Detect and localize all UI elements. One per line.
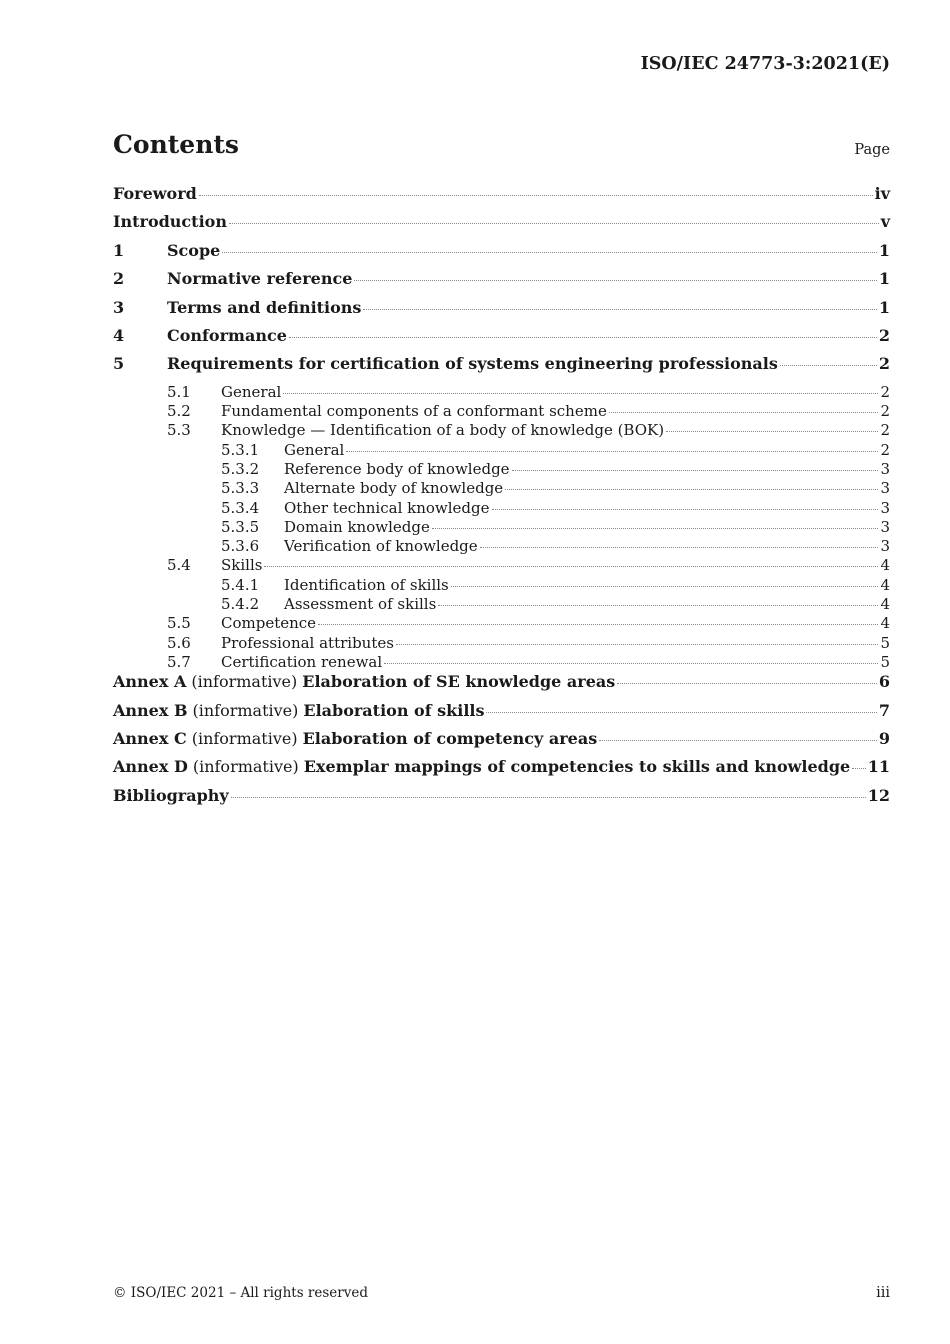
toc-entry-number: 5.2 bbox=[167, 402, 191, 421]
toc-entry[interactable] bbox=[113, 672, 890, 700]
toc-entry-page: 5 bbox=[880, 652, 890, 671]
toc-entry[interactable] bbox=[113, 184, 890, 212]
toc-entry[interactable] bbox=[113, 460, 890, 479]
toc-entry-page: 5 bbox=[880, 633, 890, 652]
toc-entry-title: Elaboration of skills bbox=[303, 700, 485, 720]
toc-entry[interactable] bbox=[113, 241, 890, 269]
dot-leader bbox=[780, 365, 877, 366]
toc-entry-page: 11 bbox=[867, 757, 890, 777]
page-number: iii bbox=[876, 1285, 890, 1301]
toc-entry[interactable] bbox=[113, 614, 890, 633]
dot-leader bbox=[852, 768, 866, 769]
toc-entry-number: 5.7 bbox=[167, 652, 191, 671]
toc-entry[interactable] bbox=[113, 576, 890, 595]
toc-entry-title: Identification of skills bbox=[284, 575, 449, 594]
contents-heading-row bbox=[113, 130, 890, 164]
toc-entry[interactable] bbox=[113, 786, 890, 814]
dot-leader bbox=[451, 586, 879, 587]
annex-kind: (informative) bbox=[191, 728, 298, 748]
toc-entry[interactable] bbox=[113, 383, 890, 402]
toc-entry-number: 5.3.1 bbox=[221, 440, 260, 459]
toc-entry[interactable] bbox=[113, 556, 890, 575]
toc-entry-page: 1 bbox=[878, 297, 890, 317]
dot-leader bbox=[609, 412, 879, 413]
dot-leader bbox=[222, 252, 877, 253]
copyright-notice: © ISO/IEC 2021 – All rights reserved bbox=[113, 1285, 368, 1301]
toc-entry-title: Introduction bbox=[113, 212, 227, 232]
toc-entry[interactable] bbox=[113, 701, 890, 729]
toc-entry-page: 4 bbox=[880, 614, 890, 633]
toc-entry[interactable] bbox=[113, 402, 890, 421]
toc-entry-page: 3 bbox=[880, 479, 890, 498]
page-column-label: Page bbox=[854, 142, 890, 158]
toc-entry-page: 3 bbox=[880, 537, 890, 556]
toc-entry-page: 3 bbox=[880, 517, 890, 536]
toc-entry-title: Skills bbox=[221, 556, 263, 575]
toc-entry-title: Assessment of skills bbox=[284, 595, 437, 613]
toc-entry-title: Reference body of knowledge bbox=[284, 459, 510, 478]
document-id: ISO/IEC 24773-3:2021(E) bbox=[640, 54, 890, 74]
toc-entry-title: Requirements for certification of systems engineering professionals bbox=[167, 354, 778, 374]
toc-entry-title: General bbox=[284, 440, 345, 459]
toc-entry-number: 5.3.2 bbox=[221, 459, 260, 478]
toc-entry-page: iv bbox=[874, 184, 890, 203]
annex-label: Annex D bbox=[113, 757, 188, 777]
contents-title: Contents bbox=[113, 130, 240, 159]
annex-kind: (informative) bbox=[192, 700, 299, 720]
toc-entry-page: 4 bbox=[880, 575, 890, 594]
toc-entry-title: Scope bbox=[167, 240, 221, 260]
annex-label: Annex B bbox=[113, 700, 188, 720]
toc-entry-page: 3 bbox=[880, 498, 890, 517]
dot-leader bbox=[432, 528, 879, 529]
toc-entry-page: v bbox=[880, 212, 890, 232]
dot-leader bbox=[229, 223, 879, 224]
toc-entry[interactable] bbox=[113, 537, 890, 556]
dot-leader bbox=[505, 489, 878, 490]
toc-entry-number: 3 bbox=[113, 297, 125, 317]
dot-leader bbox=[438, 605, 878, 606]
toc-entry[interactable] bbox=[113, 326, 890, 354]
dot-leader bbox=[318, 624, 878, 625]
toc-entry-number: 5.4 bbox=[167, 556, 191, 575]
toc-entry[interactable] bbox=[113, 421, 890, 440]
toc-entry-title: Professional attributes bbox=[221, 633, 394, 652]
toc-entry-title: Conformance bbox=[167, 325, 287, 345]
dot-leader bbox=[617, 683, 877, 684]
dot-leader bbox=[199, 195, 873, 196]
toc-entry-page: 2 bbox=[880, 421, 890, 440]
toc-entry-page: 3 bbox=[880, 459, 890, 478]
toc-entry-page: 2 bbox=[878, 354, 890, 374]
toc-entry-page: 2 bbox=[880, 382, 890, 401]
toc-entry[interactable] bbox=[113, 354, 890, 382]
toc-entry-title: General bbox=[221, 382, 282, 401]
toc-entry-title: Certification renewal bbox=[221, 652, 383, 671]
toc-entry-page: 7 bbox=[878, 700, 890, 720]
dot-leader bbox=[231, 797, 866, 798]
toc-entry-page: 2 bbox=[878, 325, 890, 345]
toc-entry[interactable] bbox=[113, 634, 890, 653]
toc-entry[interactable] bbox=[113, 595, 890, 614]
dot-leader bbox=[480, 547, 879, 548]
dot-leader bbox=[512, 470, 879, 471]
toc-entry-number: 5.5 bbox=[167, 614, 191, 633]
toc-entry[interactable] bbox=[113, 653, 890, 672]
toc-entry-page: 1 bbox=[878, 240, 890, 260]
toc-entry-title: Verification of knowledge bbox=[284, 537, 478, 556]
toc-entry-number: 5.3.5 bbox=[221, 517, 260, 536]
toc-entry-title: Exemplar mappings of competencies to skills and knowledge bbox=[303, 757, 851, 777]
dot-leader bbox=[486, 712, 876, 713]
toc-entry-number: 5.3.3 bbox=[221, 479, 260, 498]
toc-entry[interactable] bbox=[113, 499, 890, 518]
toc-entry[interactable] bbox=[113, 298, 890, 326]
toc-entry[interactable] bbox=[113, 441, 890, 460]
dot-leader bbox=[283, 393, 878, 394]
dot-leader bbox=[666, 431, 878, 432]
toc-entry-title: Normative reference bbox=[167, 269, 353, 289]
toc-entry-number: 5.1 bbox=[167, 382, 191, 401]
toc-entry-page: 4 bbox=[880, 556, 890, 575]
annex-kind: (informative) bbox=[192, 757, 299, 777]
toc-entry-title: Knowledge — Identification of a body of knowledge (BOK) bbox=[221, 421, 665, 440]
toc-entry-title: Bibliography bbox=[113, 785, 229, 805]
annex-kind: (informative) bbox=[191, 672, 298, 692]
toc-entry[interactable] bbox=[113, 518, 890, 537]
dot-leader bbox=[599, 740, 877, 741]
toc-entry-page: 2 bbox=[880, 440, 890, 459]
toc-entry-title: Fundamental components of a conformant scheme bbox=[221, 402, 607, 421]
toc-entry-title: Other technical knowledge bbox=[284, 498, 490, 517]
toc-entry-page: 9 bbox=[878, 728, 890, 748]
toc-entry-number: 5.6 bbox=[167, 633, 191, 652]
dot-leader bbox=[384, 663, 878, 664]
dot-leader bbox=[354, 280, 876, 281]
toc-entry-number: 2 bbox=[113, 269, 125, 289]
toc-entry-title: Foreword bbox=[113, 184, 197, 203]
toc-entry-title: Elaboration of SE knowledge areas bbox=[302, 672, 616, 692]
toc-entry[interactable] bbox=[113, 212, 890, 240]
toc-entry-title: Domain knowledge bbox=[284, 517, 430, 536]
table-of-contents bbox=[113, 184, 890, 814]
toc-entry[interactable] bbox=[113, 757, 890, 785]
toc-entry-number: 5 bbox=[113, 354, 125, 374]
toc-entry-number: 5.3 bbox=[167, 421, 191, 440]
toc-entry[interactable] bbox=[113, 729, 890, 757]
toc-entry-page: 6 bbox=[878, 672, 890, 692]
toc-entry[interactable] bbox=[113, 479, 890, 498]
dot-leader bbox=[492, 509, 879, 510]
toc-entry-title: Terms and definitions bbox=[167, 297, 362, 317]
toc-entry-page: 12 bbox=[867, 785, 890, 805]
toc-entry-number: 4 bbox=[113, 325, 125, 345]
toc-entry-number: 5.4.1 bbox=[221, 575, 260, 594]
annex-label: Annex A bbox=[113, 672, 187, 692]
toc-entry-number: 5.3.4 bbox=[221, 498, 260, 517]
toc-entry[interactable] bbox=[113, 269, 890, 297]
dot-leader bbox=[289, 337, 877, 338]
dot-leader bbox=[363, 309, 876, 310]
dot-leader bbox=[346, 451, 878, 452]
toc-entry-title: Competence bbox=[221, 614, 317, 633]
annex-label: Annex C bbox=[113, 728, 187, 748]
toc-entry-number: 5.4.2 bbox=[221, 595, 260, 613]
dot-leader bbox=[396, 644, 879, 645]
toc-entry-title: Elaboration of competency areas bbox=[302, 728, 598, 748]
toc-entry-number: 5.3.6 bbox=[221, 537, 260, 556]
toc-entry-page: 4 bbox=[880, 595, 890, 613]
toc-entry-page: 2 bbox=[880, 402, 890, 421]
toc-entry-number: 1 bbox=[113, 240, 125, 260]
dot-leader bbox=[264, 566, 878, 567]
toc-entry-title: Alternate body of knowledge bbox=[284, 479, 504, 498]
toc-entry-page: 1 bbox=[878, 269, 890, 289]
